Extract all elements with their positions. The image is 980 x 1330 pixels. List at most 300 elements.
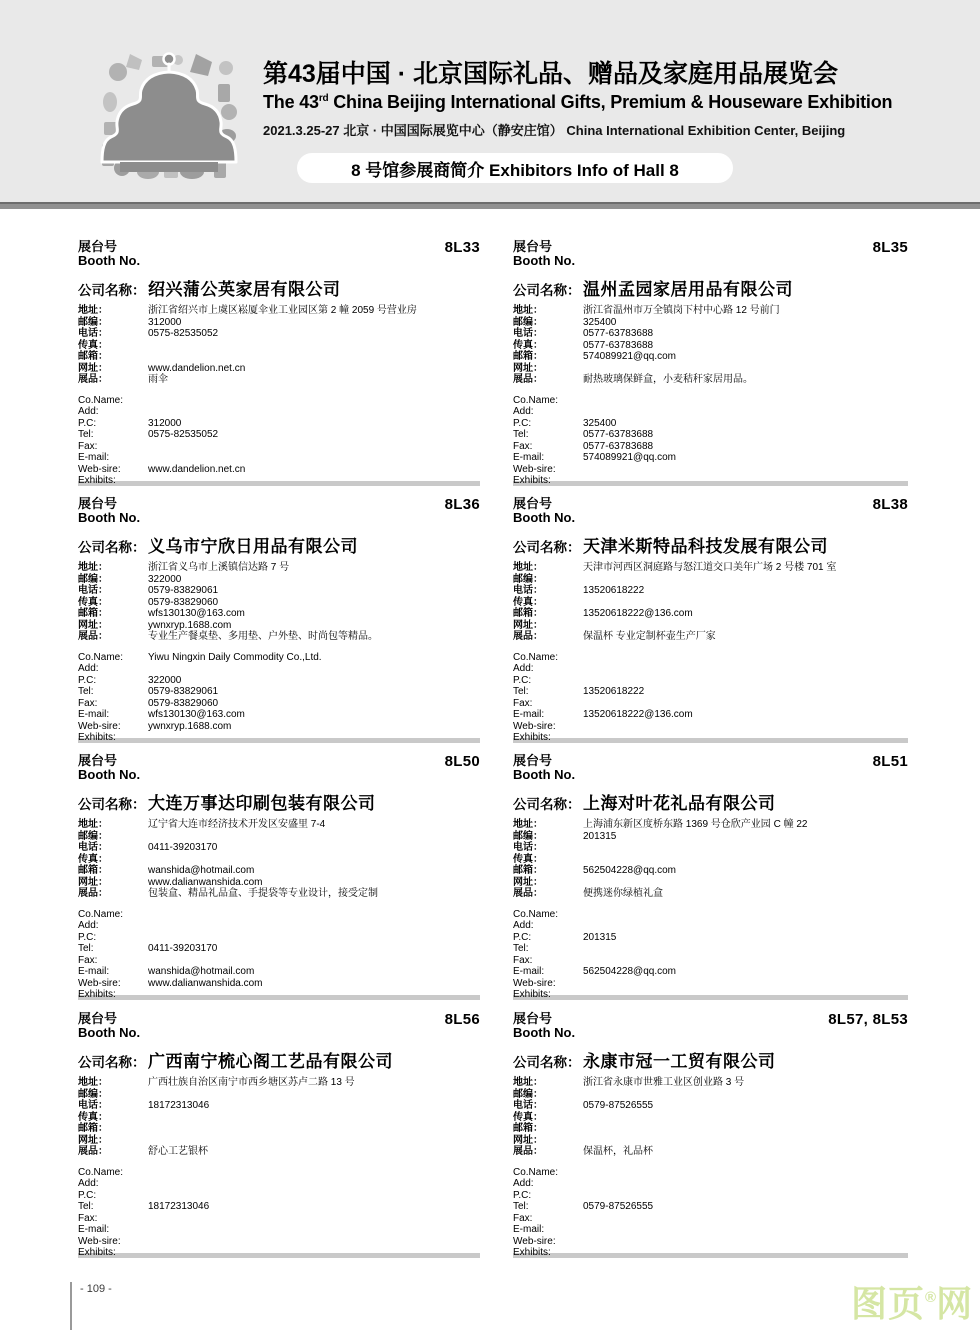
field-row bbox=[78, 351, 480, 363]
field-row bbox=[78, 663, 480, 675]
field-row bbox=[78, 562, 480, 574]
field-label: Co.Name: bbox=[78, 394, 124, 406]
field-label: 邮箱： bbox=[513, 865, 543, 876]
field-label: 邮编： bbox=[513, 573, 543, 585]
field-label: Add: bbox=[513, 1178, 534, 1189]
field-label: 网址： bbox=[78, 619, 108, 631]
field-row bbox=[513, 374, 908, 386]
field-label: 传真： bbox=[513, 339, 543, 351]
company-row bbox=[513, 275, 908, 300]
field-row bbox=[513, 877, 908, 889]
watermark-text: 网 bbox=[936, 1283, 974, 1324]
field-label: Fax: bbox=[78, 954, 98, 966]
field-row bbox=[513, 1167, 908, 1179]
field-label: 邮箱： bbox=[78, 608, 108, 619]
field-row bbox=[513, 675, 908, 687]
field-label: 电话： bbox=[513, 1100, 543, 1111]
field-row bbox=[78, 966, 480, 978]
field-row bbox=[513, 854, 908, 866]
header-titles bbox=[263, 58, 893, 139]
field-row bbox=[78, 631, 480, 643]
booth-label-zh: 展台号 bbox=[513, 1011, 553, 1026]
field-label: 地址： bbox=[78, 305, 108, 316]
company-name-label: 公司名称： bbox=[78, 797, 146, 812]
field-value: wfs130130@163.com bbox=[148, 709, 245, 720]
field-label: 邮编： bbox=[78, 573, 108, 585]
field-label: 地址： bbox=[78, 562, 108, 573]
field-value: 13520618222@136.com bbox=[583, 608, 693, 619]
field-row bbox=[513, 1123, 908, 1135]
field-row bbox=[513, 631, 908, 643]
field-row bbox=[78, 597, 480, 609]
field-value: 浙江省温州市万全镇岗下村中心路 12 号前门 bbox=[583, 305, 780, 316]
company-row bbox=[78, 275, 480, 300]
field-value: 562504228@qq.com bbox=[583, 865, 676, 876]
field-label: 传真： bbox=[513, 1111, 543, 1123]
field-label: 展品： bbox=[78, 888, 108, 899]
booth-row bbox=[78, 754, 480, 782]
field-row bbox=[78, 585, 480, 597]
exhibition-logo bbox=[100, 50, 238, 180]
field-value: 325400 bbox=[583, 316, 617, 328]
field-value: 辽宁省大连市经济技术开发区安盛里 7-4 bbox=[148, 819, 326, 830]
fields-chinese bbox=[78, 562, 480, 643]
field-row bbox=[513, 608, 908, 620]
field-row bbox=[513, 1112, 908, 1124]
booth-labels bbox=[78, 1012, 140, 1040]
field-label: 网址： bbox=[513, 1134, 543, 1146]
fields-english bbox=[513, 1167, 908, 1259]
booth-label-zh: 展台号 bbox=[78, 239, 118, 254]
exhibitor-entry bbox=[513, 497, 908, 744]
field-label: Add: bbox=[78, 1178, 99, 1189]
field-row bbox=[513, 966, 908, 978]
field-label: Tel: bbox=[513, 686, 529, 697]
field-value: 574089921@qq.com bbox=[583, 452, 676, 463]
field-label: 电话： bbox=[78, 328, 108, 339]
field-label: 邮箱： bbox=[78, 865, 108, 876]
page-number: - 109 - bbox=[80, 1283, 112, 1295]
field-row bbox=[78, 675, 480, 687]
field-label: 电话： bbox=[513, 842, 543, 853]
field-label: E-mail: bbox=[513, 1224, 545, 1235]
field-label: 邮编： bbox=[78, 1088, 108, 1100]
title-en-ordinal: rd bbox=[318, 93, 329, 104]
field-row bbox=[513, 395, 908, 407]
field-label: Exhibits: bbox=[513, 475, 551, 486]
booth-number: 8L56 bbox=[444, 1011, 480, 1028]
field-row bbox=[513, 475, 908, 487]
field-label: 地址： bbox=[513, 305, 543, 316]
field-label: 展品： bbox=[513, 631, 543, 642]
exhibitor-entry bbox=[78, 1012, 480, 1259]
field-row bbox=[78, 1236, 480, 1248]
field-row bbox=[78, 854, 480, 866]
company-name-label: 公司名称： bbox=[513, 540, 581, 555]
field-row bbox=[78, 317, 480, 329]
field-label: E-mail: bbox=[513, 452, 545, 463]
field-label: Exhibits: bbox=[513, 989, 551, 1000]
field-row bbox=[78, 989, 480, 1001]
field-value: 0579-83829060 bbox=[148, 596, 219, 608]
field-value: 18172313046 bbox=[148, 1100, 210, 1111]
booth-row bbox=[513, 754, 908, 782]
field-value: 专业生产餐桌垫、多用垫、户外垫、时尚包等精品。 bbox=[148, 631, 378, 642]
field-label: 传真： bbox=[513, 596, 543, 608]
field-row bbox=[78, 305, 480, 317]
field-label: Fax: bbox=[78, 440, 98, 452]
booth-labels bbox=[513, 497, 575, 525]
field-row bbox=[78, 920, 480, 932]
field-label: P.C: bbox=[513, 931, 532, 943]
field-value: 0577-63783688 bbox=[583, 440, 654, 452]
exhibitor-entry bbox=[78, 240, 480, 487]
field-label: Add: bbox=[78, 406, 99, 417]
field-row bbox=[78, 441, 480, 453]
field-row bbox=[78, 865, 480, 877]
booth-label-en: Booth No. bbox=[513, 253, 576, 268]
company-row bbox=[78, 789, 480, 814]
field-row bbox=[78, 1201, 480, 1213]
field-row bbox=[513, 328, 908, 340]
field-row bbox=[78, 1146, 480, 1158]
field-row bbox=[78, 955, 480, 967]
field-label: E-mail: bbox=[78, 1224, 110, 1235]
company-row bbox=[513, 1047, 908, 1072]
field-label: Add: bbox=[513, 920, 534, 931]
field-row bbox=[513, 429, 908, 441]
field-label: E-mail: bbox=[78, 709, 110, 720]
field-row bbox=[513, 464, 908, 476]
booth-labels bbox=[78, 497, 140, 525]
field-label: 邮编： bbox=[78, 316, 108, 328]
booth-label-zh: 展台号 bbox=[78, 496, 118, 511]
booth-number: 8L38 bbox=[872, 496, 908, 513]
fields-english bbox=[78, 395, 480, 487]
field-value: 上海浦东新区度桥东路 1369 号仓欣产业园 C 幢 22 bbox=[583, 819, 808, 830]
field-value: 562504228@qq.com bbox=[583, 966, 676, 977]
field-value: 雨伞 bbox=[148, 374, 168, 385]
booth-label-zh: 展台号 bbox=[513, 753, 553, 768]
field-label: 传真： bbox=[78, 853, 108, 865]
field-label: 邮箱： bbox=[78, 351, 108, 362]
field-label: 电话： bbox=[513, 585, 543, 596]
field-value: 0411-39203170 bbox=[148, 943, 218, 954]
booth-labels bbox=[513, 240, 575, 268]
field-label: P.C: bbox=[513, 417, 532, 429]
company-name-label: 公司名称： bbox=[78, 540, 146, 555]
field-label: 网址： bbox=[78, 876, 108, 888]
hall-banner: 8 号馆参展商简介 Exhibitors Info of Hall 8 bbox=[297, 153, 733, 183]
field-row bbox=[513, 1247, 908, 1259]
booth-label-zh: 展台号 bbox=[513, 496, 553, 511]
field-label: P.C: bbox=[78, 931, 97, 943]
field-label: Fax: bbox=[78, 1212, 98, 1224]
field-value: 舒心工艺银杯 bbox=[148, 1146, 208, 1157]
field-row bbox=[513, 1077, 908, 1089]
field-label: 邮箱： bbox=[513, 351, 543, 362]
field-label: E-mail: bbox=[513, 966, 545, 977]
field-row bbox=[78, 340, 480, 352]
field-row bbox=[513, 686, 908, 698]
field-value: www.dandelion.net.cn bbox=[148, 362, 246, 374]
booth-row bbox=[513, 240, 908, 268]
field-value: 0577-63783688 bbox=[583, 429, 654, 440]
field-value: wfs130130@163.com bbox=[148, 608, 245, 619]
company-row bbox=[78, 532, 480, 557]
field-label: 传真： bbox=[513, 853, 543, 865]
field-label: 电话： bbox=[513, 328, 543, 339]
field-label: P.C: bbox=[78, 417, 97, 429]
field-label: Fax: bbox=[513, 697, 533, 709]
field-row bbox=[513, 1201, 908, 1213]
fields-chinese bbox=[513, 305, 908, 386]
field-row bbox=[78, 406, 480, 418]
field-row bbox=[513, 597, 908, 609]
field-label: Web-sire: bbox=[78, 977, 121, 989]
booth-label-en: Booth No. bbox=[78, 1025, 141, 1040]
field-value: Yiwu Ningxin Daily Commodity Co.,Ltd. bbox=[148, 651, 322, 663]
field-row bbox=[513, 562, 908, 574]
field-label: 电话： bbox=[78, 585, 108, 596]
field-value: ywnxryp.1688.com bbox=[148, 720, 232, 732]
field-row bbox=[78, 608, 480, 620]
field-row bbox=[78, 452, 480, 464]
booth-label-en: Booth No. bbox=[513, 510, 576, 525]
field-label: P.C: bbox=[513, 674, 532, 686]
field-row bbox=[513, 351, 908, 363]
fields-chinese bbox=[78, 819, 480, 900]
fields-chinese bbox=[513, 562, 908, 643]
field-row bbox=[78, 909, 480, 921]
fields-chinese bbox=[78, 1077, 480, 1158]
field-label: Tel: bbox=[78, 429, 94, 440]
field-label: Add: bbox=[513, 406, 534, 417]
field-value: 325400 bbox=[583, 417, 617, 429]
field-value: 0579-83829060 bbox=[148, 697, 219, 709]
field-label: Exhibits: bbox=[513, 1247, 551, 1258]
field-label: 邮编： bbox=[78, 830, 108, 842]
field-label: Exhibits: bbox=[78, 732, 116, 743]
fields-english bbox=[78, 909, 480, 1001]
field-label: Fax: bbox=[513, 440, 533, 452]
field-value: 322000 bbox=[148, 674, 182, 686]
field-row bbox=[513, 909, 908, 921]
field-label: 网址： bbox=[78, 1134, 108, 1146]
field-row bbox=[513, 831, 908, 843]
field-row bbox=[513, 955, 908, 967]
field-row bbox=[513, 1213, 908, 1225]
field-label: Web-sire: bbox=[513, 463, 556, 475]
field-label: 网址： bbox=[513, 876, 543, 888]
field-label: 电话： bbox=[78, 1100, 108, 1111]
field-row bbox=[78, 1247, 480, 1259]
field-value: 包装盒、精品礼品盒、手提袋等专业设计，接受定制 bbox=[148, 888, 378, 899]
field-label: Co.Name: bbox=[513, 1166, 559, 1178]
field-value: 广西壮族自治区南宁市西乡塘区苏卢二路 13 号 bbox=[148, 1077, 355, 1088]
company-name: 大连万事达印刷包装有限公司 bbox=[148, 794, 376, 813]
field-label: 地址： bbox=[513, 562, 543, 573]
field-row bbox=[78, 1224, 480, 1236]
booth-number: 8L50 bbox=[444, 753, 480, 770]
fields-english bbox=[78, 1167, 480, 1259]
field-row bbox=[78, 698, 480, 710]
field-row bbox=[78, 943, 480, 955]
field-value: 0579-83829061 bbox=[148, 686, 219, 697]
field-value: 0577-63783688 bbox=[583, 328, 654, 339]
field-row bbox=[513, 932, 908, 944]
company-row bbox=[513, 789, 908, 814]
booth-row bbox=[78, 240, 480, 268]
company-row bbox=[513, 532, 908, 557]
field-label: 地址： bbox=[513, 819, 543, 830]
field-row bbox=[78, 1178, 480, 1190]
field-row bbox=[513, 732, 908, 744]
field-row bbox=[513, 305, 908, 317]
field-value: 保温杯，礼品杯 bbox=[583, 1146, 653, 1157]
field-label: Co.Name: bbox=[78, 651, 124, 663]
field-label: Web-sire: bbox=[513, 1235, 556, 1247]
field-row bbox=[513, 888, 908, 900]
field-label: 展品： bbox=[513, 1146, 543, 1157]
field-row bbox=[78, 932, 480, 944]
field-label: Tel: bbox=[513, 943, 529, 954]
booth-label-zh: 展台号 bbox=[78, 1011, 118, 1026]
field-row bbox=[513, 1135, 908, 1147]
date-venue-line: 2021.3.25-27 北京 · 中国国际展览中心（静安庄馆） China International Exhibition Center, Beijing bbox=[263, 123, 846, 138]
field-label: Fax: bbox=[513, 1212, 533, 1224]
field-row bbox=[513, 652, 908, 664]
fields-english bbox=[78, 652, 480, 744]
booth-label-en: Booth No. bbox=[78, 253, 141, 268]
field-row bbox=[78, 429, 480, 441]
field-label: Web-sire: bbox=[513, 977, 556, 989]
field-label: Fax: bbox=[78, 697, 98, 709]
field-row bbox=[513, 1236, 908, 1248]
field-label: P.C: bbox=[513, 1189, 532, 1201]
field-row bbox=[78, 1112, 480, 1124]
field-value: 0579-87526555 bbox=[583, 1100, 654, 1111]
title-en-suffix: China Beijing International Gifts, Premium & Houseware Exhibition bbox=[328, 92, 893, 112]
booth-labels bbox=[78, 240, 140, 268]
field-value: 13520618222@136.com bbox=[583, 709, 693, 720]
booth-row bbox=[513, 1012, 908, 1040]
field-row bbox=[78, 831, 480, 843]
company-name-label: 公司名称： bbox=[513, 797, 581, 812]
field-value: 13520618222 bbox=[583, 585, 645, 596]
field-row bbox=[78, 1089, 480, 1101]
field-row bbox=[78, 652, 480, 664]
field-value: 574089921@qq.com bbox=[583, 351, 676, 362]
registered-mark-icon: ® bbox=[925, 1289, 937, 1306]
field-row bbox=[513, 418, 908, 430]
field-label: Co.Name: bbox=[513, 908, 559, 920]
field-value: 浙江省永康市世雅工业区创业路 3 号 bbox=[583, 1077, 745, 1088]
field-label: Exhibits: bbox=[78, 989, 116, 1000]
company-name: 广西南宁梳心阁工艺品有限公司 bbox=[148, 1052, 393, 1071]
field-row bbox=[78, 1190, 480, 1202]
field-row bbox=[513, 698, 908, 710]
exhibitor-entry bbox=[513, 1012, 908, 1259]
company-name: 天津米斯特品科技发展有限公司 bbox=[583, 537, 828, 556]
field-row bbox=[78, 978, 480, 990]
field-label: 地址： bbox=[78, 819, 108, 830]
field-value: 便携迷你绿植礼盒 bbox=[583, 888, 663, 899]
booth-number: 8L57, 8L53 bbox=[828, 1011, 908, 1028]
company-name-label: 公司名称： bbox=[513, 283, 581, 298]
field-row bbox=[78, 620, 480, 632]
field-label: Tel: bbox=[78, 1201, 94, 1212]
field-label: Co.Name: bbox=[78, 1166, 124, 1178]
fields-english bbox=[513, 652, 908, 744]
field-row bbox=[78, 1135, 480, 1147]
field-label: 邮箱： bbox=[513, 1123, 543, 1134]
field-label: 传真： bbox=[78, 1111, 108, 1123]
field-label: 展品： bbox=[78, 1146, 108, 1157]
field-row bbox=[513, 441, 908, 453]
field-row bbox=[513, 1178, 908, 1190]
booth-label-en: Booth No. bbox=[513, 1025, 576, 1040]
booth-labels bbox=[513, 754, 575, 782]
company-name: 永康市冠一工贸有限公司 bbox=[583, 1052, 776, 1071]
field-row bbox=[78, 1213, 480, 1225]
field-label: Add: bbox=[78, 663, 99, 674]
field-label: 展品： bbox=[78, 631, 108, 642]
exhibitor-entry bbox=[513, 754, 908, 1001]
fields-english bbox=[513, 909, 908, 1001]
field-row bbox=[513, 978, 908, 990]
booth-row bbox=[513, 497, 908, 525]
company-row bbox=[78, 1047, 480, 1072]
field-value: 0579-87526555 bbox=[583, 1201, 654, 1212]
header-divider bbox=[0, 202, 980, 209]
field-value: 18172313046 bbox=[148, 1201, 210, 1212]
field-label: 邮箱： bbox=[78, 1123, 108, 1134]
field-label: 地址： bbox=[513, 1077, 543, 1088]
field-row bbox=[78, 1167, 480, 1179]
field-row bbox=[78, 732, 480, 744]
watermark-text: 图页 bbox=[851, 1283, 926, 1324]
field-label: 邮编： bbox=[513, 1088, 543, 1100]
company-name-label: 公司名称： bbox=[513, 1055, 581, 1070]
fields-chinese bbox=[513, 1077, 908, 1158]
field-label: 邮编： bbox=[513, 316, 543, 328]
field-row bbox=[78, 709, 480, 721]
field-value: 0575-82535052 bbox=[148, 328, 219, 339]
field-label: 展品： bbox=[78, 374, 108, 385]
fields-chinese bbox=[78, 305, 480, 386]
field-row bbox=[78, 819, 480, 831]
booth-labels bbox=[78, 754, 140, 782]
field-value: 13520618222 bbox=[583, 686, 645, 697]
field-label: Co.Name: bbox=[513, 651, 559, 663]
field-label: 电话： bbox=[78, 842, 108, 853]
booth-label-en: Booth No. bbox=[78, 510, 141, 525]
field-label: P.C: bbox=[78, 1189, 97, 1201]
field-label: Tel: bbox=[513, 1201, 529, 1212]
booth-label-zh: 展台号 bbox=[78, 753, 118, 768]
field-label: 地址： bbox=[78, 1077, 108, 1088]
field-row bbox=[513, 1100, 908, 1112]
company-name-label: 公司名称： bbox=[78, 1055, 146, 1070]
footer-rule bbox=[70, 1282, 72, 1330]
field-row bbox=[513, 920, 908, 932]
field-label: Co.Name: bbox=[513, 394, 559, 406]
page-title-zh: 第43届中国 · 北京国际礼品、赠品及家庭用品展览会 bbox=[263, 60, 839, 88]
field-row bbox=[78, 842, 480, 854]
field-row bbox=[78, 418, 480, 430]
field-value: 201315 bbox=[583, 931, 617, 943]
